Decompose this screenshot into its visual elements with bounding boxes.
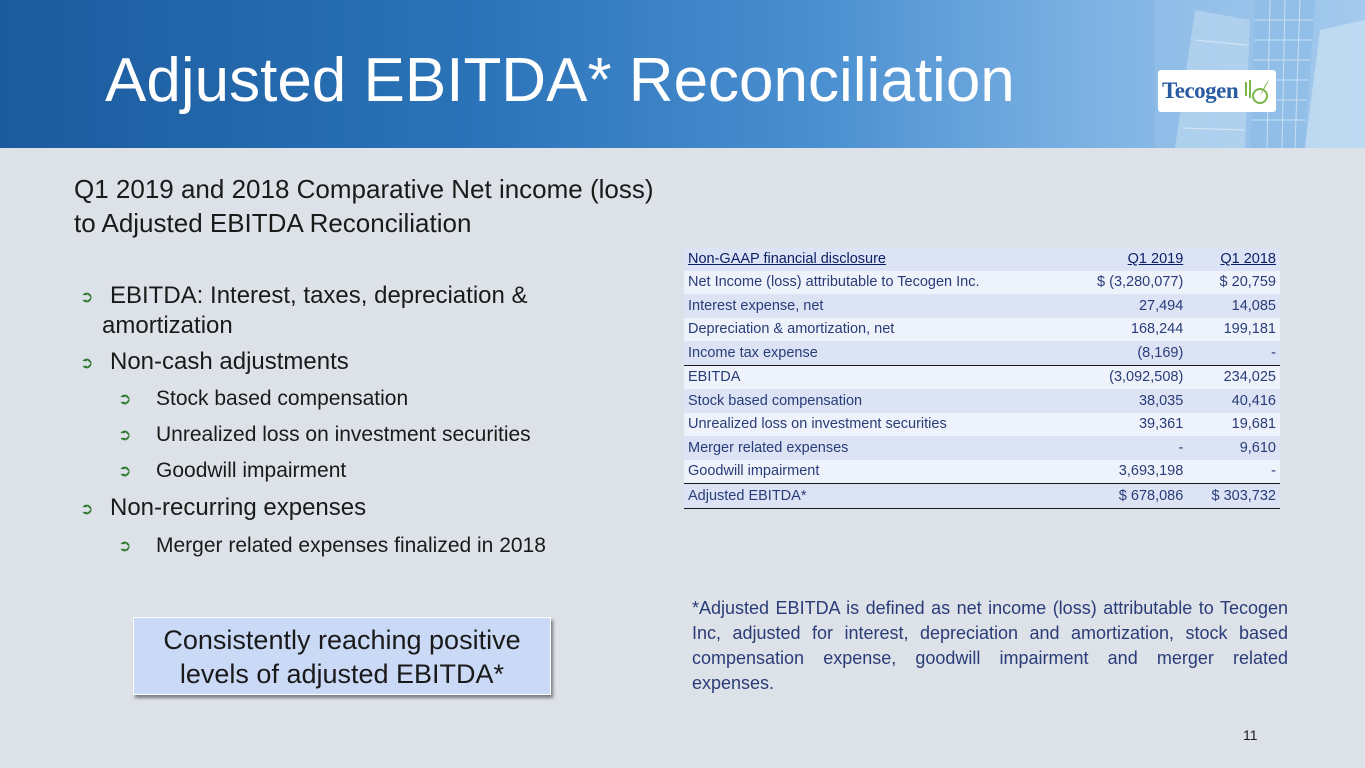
logo-text: Tecogen bbox=[1162, 78, 1239, 103]
bullet-stock-comp bbox=[118, 384, 408, 414]
row-label: Unrealized loss on investment securities bbox=[684, 413, 1067, 437]
arrow-bullet-icon: ➲ bbox=[118, 391, 132, 408]
row-value-q1-2019: $ 678,086 bbox=[1067, 484, 1187, 509]
header-cell: Non-GAAP financial disclosure bbox=[684, 247, 1067, 271]
arrow-bullet-icon: ➲ bbox=[80, 289, 94, 306]
bullet-non-cash bbox=[80, 347, 349, 377]
row-value-q1-2018: $ 303,732 bbox=[1187, 484, 1280, 509]
table-row bbox=[684, 341, 1280, 365]
table-header-row bbox=[684, 247, 1280, 271]
row-value-q1-2019: $ (3,280,077) bbox=[1067, 271, 1187, 295]
row-value-q1-2019: (8,169) bbox=[1067, 341, 1187, 365]
table-row bbox=[684, 460, 1280, 484]
tecogen-logo bbox=[1158, 70, 1276, 112]
row-value-q1-2019: 168,244 bbox=[1067, 318, 1187, 342]
row-label: Adjusted EBITDA* bbox=[684, 484, 1067, 509]
row-value-q1-2018: $ 20,759 bbox=[1187, 271, 1280, 295]
callout-box bbox=[133, 617, 551, 695]
bullet-text: Unrealized loss on investment securities bbox=[156, 423, 531, 446]
row-label: Depreciation & amortization, net bbox=[684, 318, 1067, 342]
row-value-q1-2019: 27,494 bbox=[1067, 294, 1187, 318]
table-row bbox=[684, 294, 1280, 318]
page-title: Adjusted EBITDA* Reconciliation bbox=[105, 46, 1015, 115]
row-value-q1-2018: - bbox=[1187, 460, 1280, 484]
bullet-text: Non-recurring expenses bbox=[110, 494, 367, 521]
arrow-bullet-icon: ➲ bbox=[80, 355, 94, 372]
row-value-q1-2019: 39,361 bbox=[1067, 413, 1187, 437]
row-value-q1-2018: - bbox=[1187, 341, 1280, 365]
arrow-bullet-icon: ➲ bbox=[118, 463, 132, 480]
table-row bbox=[684, 365, 1280, 389]
bullet-goodwill bbox=[118, 456, 346, 486]
bullet-text: Goodwill impairment bbox=[156, 459, 347, 482]
row-value-q1-2019: 38,035 bbox=[1067, 389, 1187, 413]
callout-line-1: Consistently reaching positive bbox=[163, 625, 521, 655]
row-value-q1-2018: 40,416 bbox=[1187, 389, 1280, 413]
row-label: Merger related expenses bbox=[684, 436, 1067, 460]
subtitle: Q1 2019 and 2018 Comparative Net income (loss) to Adjusted EBITDA Reconciliation bbox=[74, 174, 654, 238]
reconciliation-table bbox=[684, 247, 1280, 509]
bullet-text: Stock based compensation bbox=[156, 387, 409, 410]
row-value-q1-2018: 199,181 bbox=[1187, 318, 1280, 342]
callout-line-2: levels of adjusted EBITDA* bbox=[179, 659, 505, 689]
arrow-bullet-icon: ➲ bbox=[118, 427, 132, 444]
table-row bbox=[684, 436, 1280, 460]
row-value-q1-2018: 234,025 bbox=[1187, 365, 1280, 389]
row-label: EBITDA bbox=[684, 365, 1067, 389]
leaf-icon bbox=[1242, 76, 1270, 106]
row-label: Goodwill impairment bbox=[684, 460, 1067, 484]
page-number: 11 bbox=[1243, 727, 1258, 743]
table-row bbox=[684, 413, 1280, 437]
row-value-q1-2018: 19,681 bbox=[1187, 413, 1280, 437]
table-row-total bbox=[684, 484, 1280, 509]
row-value-q1-2019: (3,092,508) bbox=[1067, 365, 1187, 389]
bullet-unrealized-loss bbox=[118, 420, 531, 450]
bullet-non-recurring bbox=[80, 493, 366, 523]
bullet-merger bbox=[118, 531, 546, 561]
row-label: Interest expense, net bbox=[684, 294, 1067, 318]
table-row bbox=[684, 389, 1280, 413]
bullet-text: EBITDA: Interest, taxes, depreciation & amortization bbox=[102, 282, 528, 339]
header-banner bbox=[0, 0, 1365, 148]
arrow-bullet-icon: ➲ bbox=[118, 538, 132, 555]
header-cell: Q1 2018 bbox=[1187, 247, 1280, 271]
row-label: Net Income (loss) attributable to Tecogen Inc. bbox=[684, 271, 1067, 295]
row-label: Income tax expense bbox=[684, 341, 1067, 365]
row-value-q1-2019: - bbox=[1067, 436, 1187, 460]
table-row bbox=[684, 271, 1280, 295]
arrow-bullet-icon: ➲ bbox=[80, 501, 94, 518]
row-value-q1-2018: 9,610 bbox=[1187, 436, 1280, 460]
footnote: *Adjusted EBITDA is defined as net income (loss) attributable to Tecogen Inc, adjusted for interest, depreciation and amortization, stock based compensation expense, goodwill impairment and merger related expenses. bbox=[692, 598, 1288, 693]
table-row bbox=[684, 318, 1280, 342]
row-value-q1-2019: 3,693,198 bbox=[1067, 460, 1187, 484]
row-label: Stock based compensation bbox=[684, 389, 1067, 413]
bullet-ebitda bbox=[80, 281, 528, 341]
row-value-q1-2018: 14,085 bbox=[1187, 294, 1280, 318]
header-cell: Q1 2019 bbox=[1067, 247, 1187, 271]
bullet-text: Non-cash adjustments bbox=[110, 348, 349, 375]
bullet-text: Merger related expenses finalized in 2018 bbox=[156, 534, 546, 557]
